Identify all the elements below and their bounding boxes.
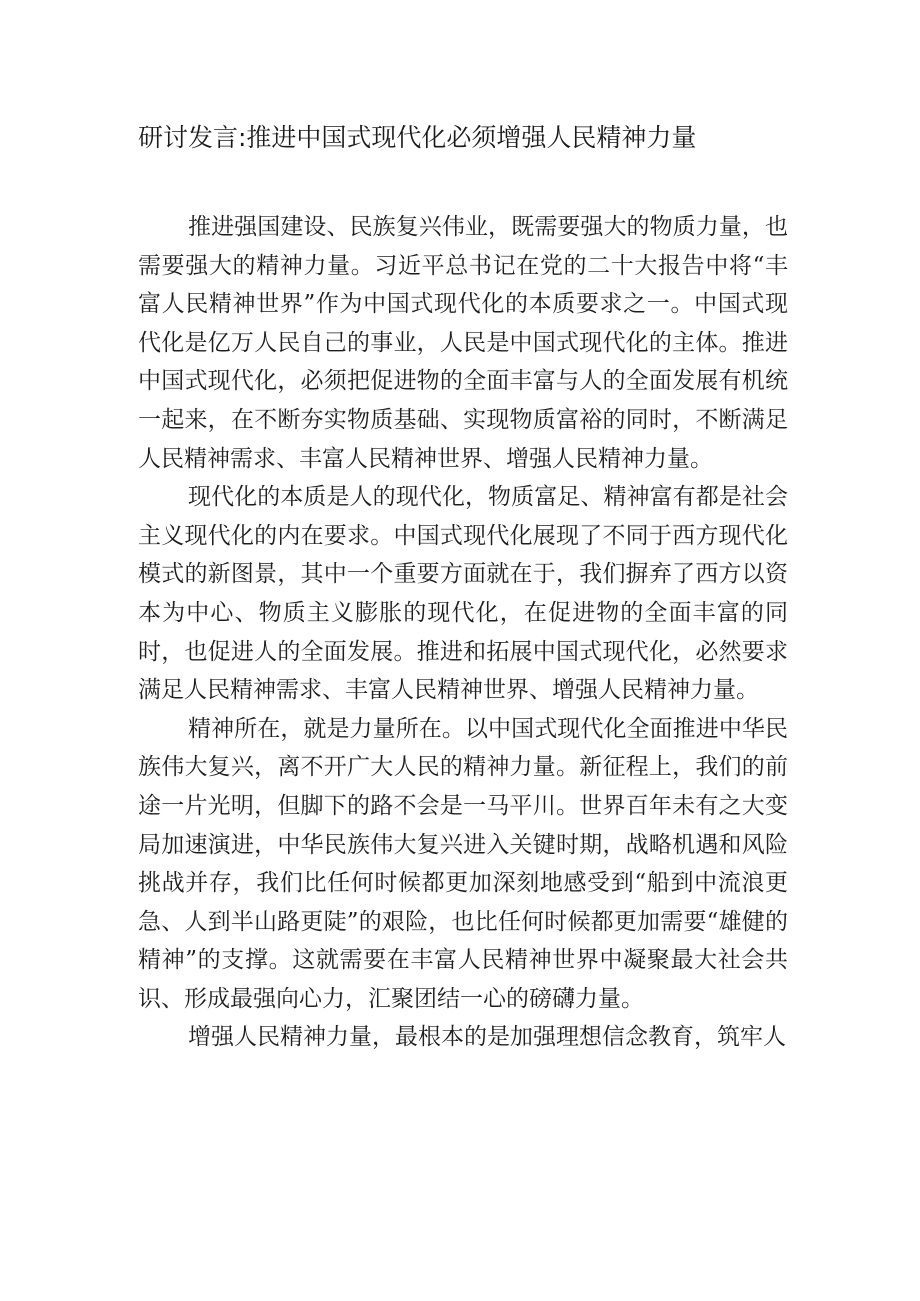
document-body [138, 208, 788, 1057]
paragraph-4: 增强人民精神力量，最根本的是加强理想信念教育，筑牢人 [188, 1024, 786, 1051]
paragraph-2: 现代化的本质是人的现代化，物质富足、精神富有都是社会主义现代化的内在要求。中国式现代化展现了不同于西方现代化模式的新图景，其中一个重要方面就在于，我们摒弃了西方以资本为中心、物质主义膨胀的现代化，在促进物的全面丰富的同时，也促进人的全面发展。推进和拓展中国式现代化，必然要求满足人民精神需求、丰富人民精神世界、增强人民精神力量。 [138, 484, 788, 704]
document-title: 研讨发言:推进中国式现代化必须增强人民精神力量 [138, 123, 697, 152]
paragraph-1: 推进强国建设、民族复兴伟业，既需要强大的物质力量，也需要强大的精神力量。习近平总书记在党的二十大报告中将“丰富人民精神世界”作为中国式现代化的本质要求之一。中国式现代化是亿万人民自己的事业，人民是中国式现代化的主体。推进中国式现代化，必须把促进物的全面丰富与人的全面发展有机统一起来，在不断夯实物质基础、实现物质富裕的同时，不断满足人民精神需求、丰富人民精神世界、增强人民精神力量。 [138, 214, 788, 472]
paragraph-3: 精神所在，就是力量所在。以中国式现代化全面推进中华民族伟大复兴，离不开广大人民的精神力量。新征程上，我们的前途一片光明，但脚下的路不会是一马平川。世界百年未有之大变局加速演进，中华民族伟大复兴进入关键时期，战略机遇和风险挑战并存，我们比任何时候都更加深刻地感受到“船到中流浪更急、人到半山路更陡”的艰险，也比任何时候都更加需要“雄健的精神”的支撑。这就需要在丰富人民精神世界中凝聚最大社会共识、形成最强向心力，汇聚团结一心的磅礴力量。 [138, 715, 788, 1012]
